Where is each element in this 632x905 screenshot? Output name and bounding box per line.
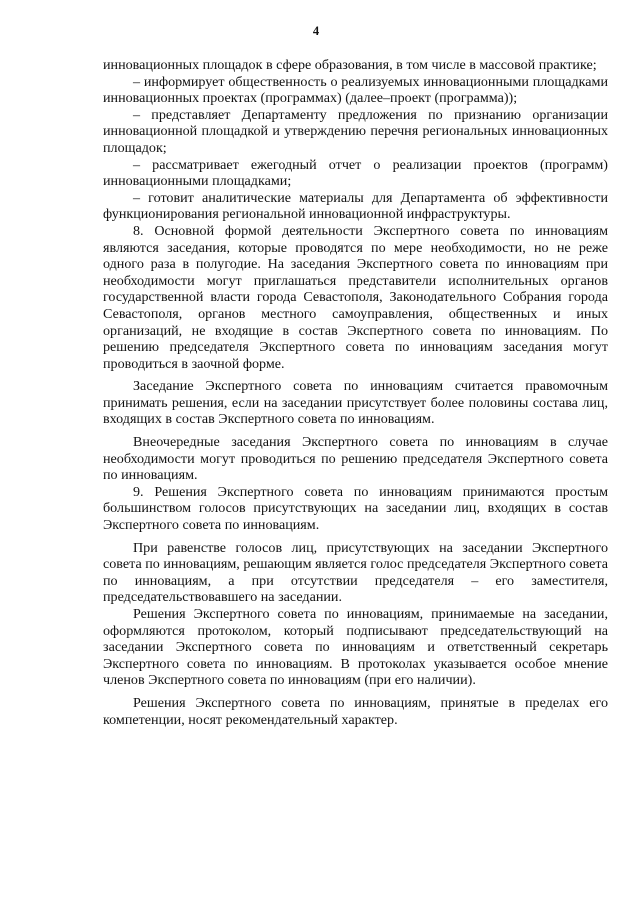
paragraph-advisory-nature: Решения Экспертного совета по инновациям, принятые в пределах его компетенции, носят рекомендательный характер. (103, 694, 608, 728)
paragraph-extraordinary-meetings: Внеочередные заседания Экспертного совета по инновациям в случае необходимости могут проводиться по решению председателя Экспертного совета по инновациям. (103, 434, 608, 484)
clause-8: 8. Основной формой деятельности Экспертного совета по инновациям являются заседания, которые проводятся по мере необходимости, но не реже одного раза в полугодие. На заседания Экспертного совета по инновациям при необходимости могут приглашаться представители исполнительных органов государственной власти города Севастополя, Законодательного Собрания города Севастополя, органов местного самоуправления, общественных и иных организаций, не входящие в состав Экспертного совета по инновациям. По решению председателя Экспертного совета по инновациям заседания могут проводиться в заочной форме. (103, 222, 608, 372)
paragraph-quorum: Заседание Экспертного совета по инновациям считается правомочным принимать решения, если на заседании присутствует более половины состава лиц, входящих в состав Экспертного совета по инновациям. (103, 378, 608, 428)
paragraph-continuation: инновационных площадок в сфере образования, в том числе в массовой практике; (103, 57, 597, 73)
list-item-analytics: – готовит аналитические материалы для Департамента об эффективности функционирования региональной инновационной инфраструктуры. (103, 189, 608, 223)
page-number: 4 (312, 24, 320, 38)
list-item-review-report: – рассматривает ежегодный отчет о реализации проектов (программ) инновационными площадками; (103, 156, 608, 190)
list-item-propose: – представляет Департаменту предложения по признанию организации инновационной площадкой и утверждению перечня региональных инновационных площадок; (103, 106, 608, 156)
list-item-inform: – информирует общественность о реализуемых инновационными площадками инновационных проектах (программах) (далее–проект (программа)); (103, 73, 608, 107)
document-body (103, 57, 608, 728)
paragraph-tie-vote: При равенстве голосов лиц, присутствующих на заседании Экспертного совета по инновациям, решающим является голос председателя Экспертного совета по инновациям, а при отсутствии председателя – его заместителя, председательствовавшего на заседании. (103, 539, 608, 606)
clause-9: 9. Решения Экспертного совета по инновациям принимаются простым большинством голосов присутствующих на заседании лиц, входящих в состав Экспертного совета по инновациям. (103, 483, 608, 534)
paragraph-protocol: Решения Экспертного совета по инновациям, принимаемые на заседании, оформляются протоколом, который подписывают председательствующий на заседании Экспертного совета по инновациям и ответственный секретарь Экспертного совета по инновациям. В протоколах указывается особое мнение членов Экспертного совета по инновациям (при его наличии). (103, 606, 608, 689)
